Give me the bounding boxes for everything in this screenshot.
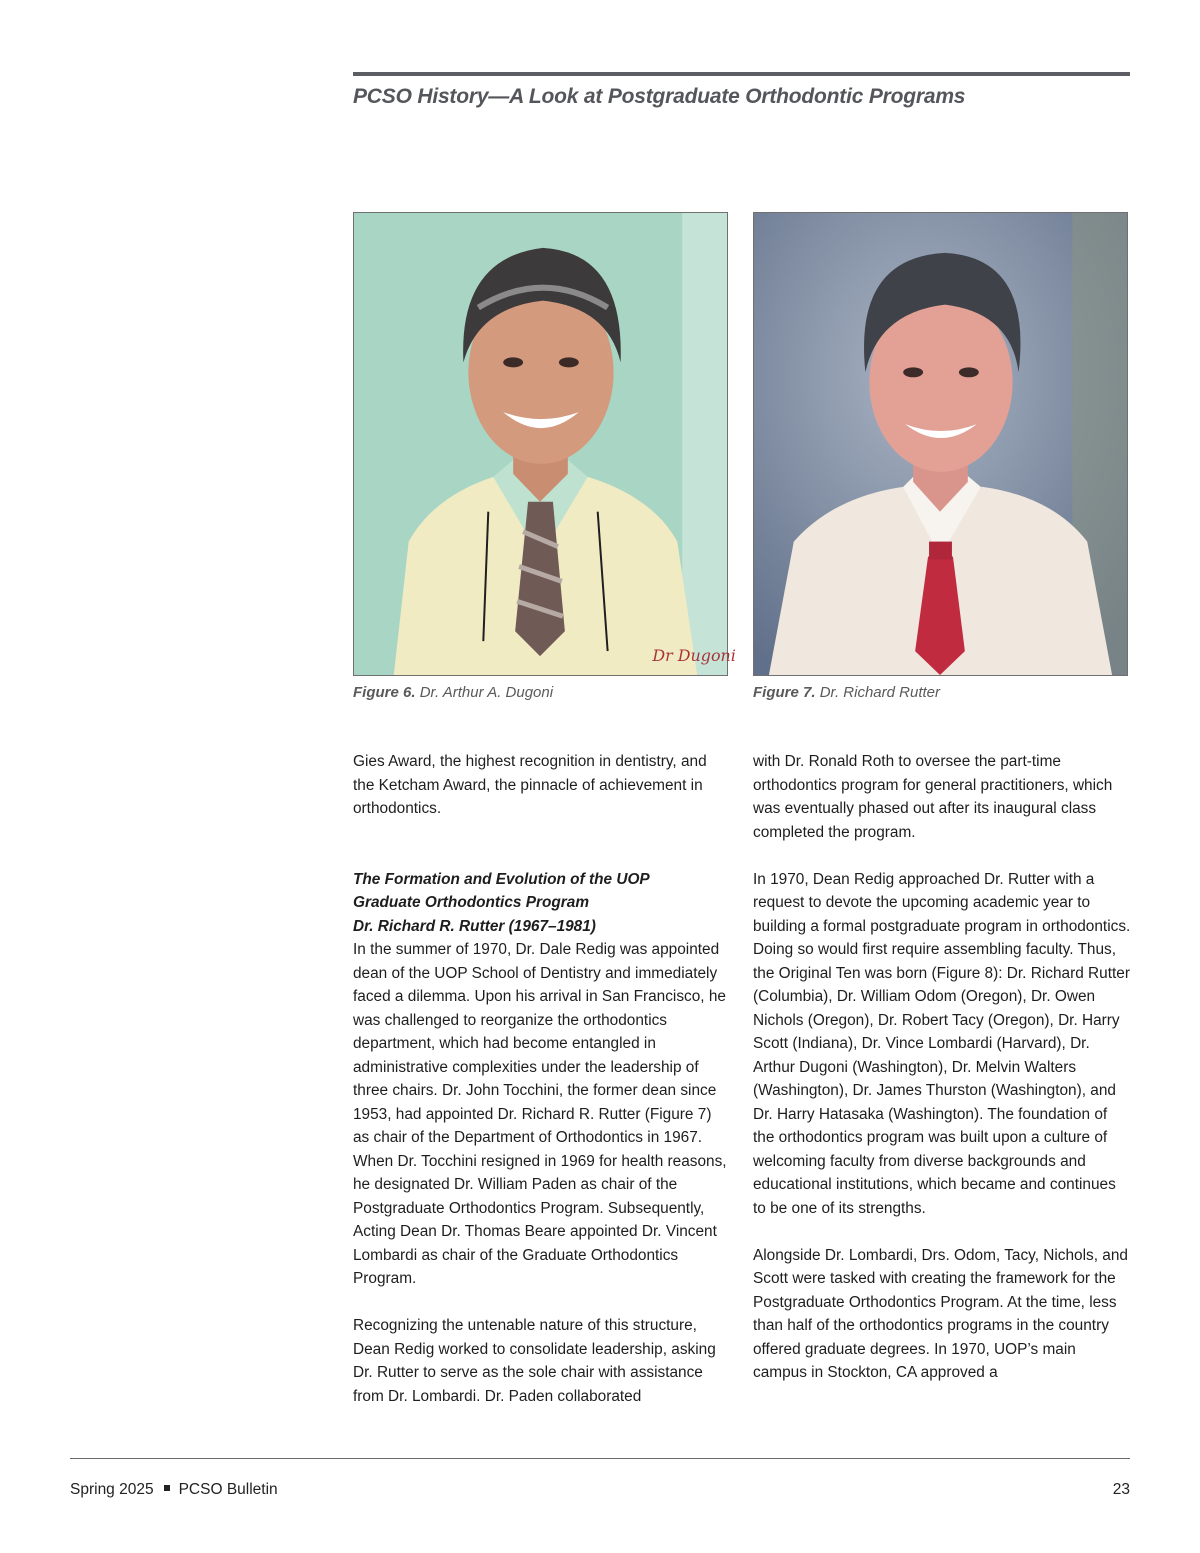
article-column-right — [753, 750, 1131, 1385]
figure-7-caption — [753, 684, 940, 701]
subheading-line-2: Graduate Orthodontics Program — [353, 894, 590, 911]
footer-issue-date: Spring 2025 — [70, 1481, 154, 1498]
paragraph: Recognizing the untenable nature of this structure, Dean Redig worked to consolidate leadership, asking Dr. Rutter to serve as the sole chair with assistance from Dr. Lombardi. Dr. Paden collaborated — [353, 1317, 716, 1405]
figure-7-photo — [753, 212, 1128, 676]
footer-rule — [70, 1458, 1130, 1459]
paragraph: In the summer of 1970, Dr. Dale Redig was appointed dean of the UOP School of Dentistry and immediately faced a dilemma. Upon his arrival in San Francisco, he was challenged to reorganize the orthodontics department, which had become entangled in administrative complexities under the leadership of three chairs. Dr. John Tocchini, the former dean since 1953, had appointed Dr. Richard R. Rutter (Figure 7) as chair of the Department of Orthodontics in 1967. When Dr. Tocchini resigned in 1969 for health reasons, he designated Dr. William Paden as chair of the Postgraduate Orthodontics Program. Subsequently, Acting Dean Dr. Thomas Beare appointed Dr. Vincent Lombardi as chair of the Graduate Orthodontics Program. — [353, 941, 727, 1287]
header-rule — [353, 72, 1130, 76]
subheading-line-1: The Formation and Evolution of the UOP — [353, 870, 650, 888]
page-number: 23 — [1112, 1481, 1130, 1498]
portrait-dugoni-image — [354, 213, 736, 675]
figure-6-caption — [353, 684, 553, 701]
author-heading: Dr. Richard R. Rutter (1967–1981) — [353, 917, 596, 935]
footer-issue — [70, 1481, 278, 1499]
portrait-rutter-image — [754, 213, 1127, 675]
article-column-left — [353, 750, 731, 1408]
figure-6-label: Figure 6. — [353, 684, 416, 701]
signature-dugoni: Dr Dugoni — [652, 646, 736, 666]
section-subheading — [353, 868, 731, 915]
paragraph: with Dr. Ronald Roth to oversee the part-time orthodontics program for general practitioners, which was eventually phased out after its inaugural class completed the program. — [753, 753, 1113, 841]
figure-6-photo — [353, 212, 736, 676]
figure-6-caption-text: Dr. Arthur A. Dugoni — [419, 684, 554, 701]
paragraph: Alongside Dr. Lombardi, Drs. Odom, Tacy, Nichols, and Scott were tasked with creating the framework for the Postgraduate Orthodontics Program. At the time, less than half of the orthodontics programs in the country offered graduate degrees. In 1970, UOP’s main campus in Stockton, CA approved a — [753, 1246, 1128, 1381]
paragraph: Gies Award, the highest recognition in dentistry, and the Ketcham Award, the pinnacle of achievement in orthodontics. — [353, 753, 707, 817]
figure-7-label: Figure 7. — [753, 684, 816, 701]
section-title: PCSO History—A Look at Postgraduate Orthodontic Programs — [353, 85, 966, 108]
figure-7-caption-text: Dr. Richard Rutter — [819, 684, 940, 701]
footer-publication: PCSO Bulletin — [178, 1481, 278, 1498]
bullet-square-icon — [164, 1485, 170, 1491]
paragraph: In 1970, Dean Redig approached Dr. Rutter with a request to devote the upcoming academic year to building a formal postgraduate program in orthodontics. Doing so would first require assembling faculty. Thus, the Original Ten was born (Figure 8): Dr. Richard Rutter (Columbia), Dr. William Odom (Oregon), Dr. Owen Nichols (Oregon), Dr. Robert Tacy (Oregon), Dr. Harry Scott (Indiana), Dr. Vince Lombardi (Harvard), Dr. Arthur Dugoni (Washington), Dr. Melvin Walters (Washington), Dr. James Thurston (Washington), and Dr. Harry Hatasaka (Washington). The foundation of the orthodontics program was built upon a culture of welcoming faculty from diverse backgrounds and educational institutions, which became and continues to be one of its strengths. — [753, 870, 1131, 1217]
